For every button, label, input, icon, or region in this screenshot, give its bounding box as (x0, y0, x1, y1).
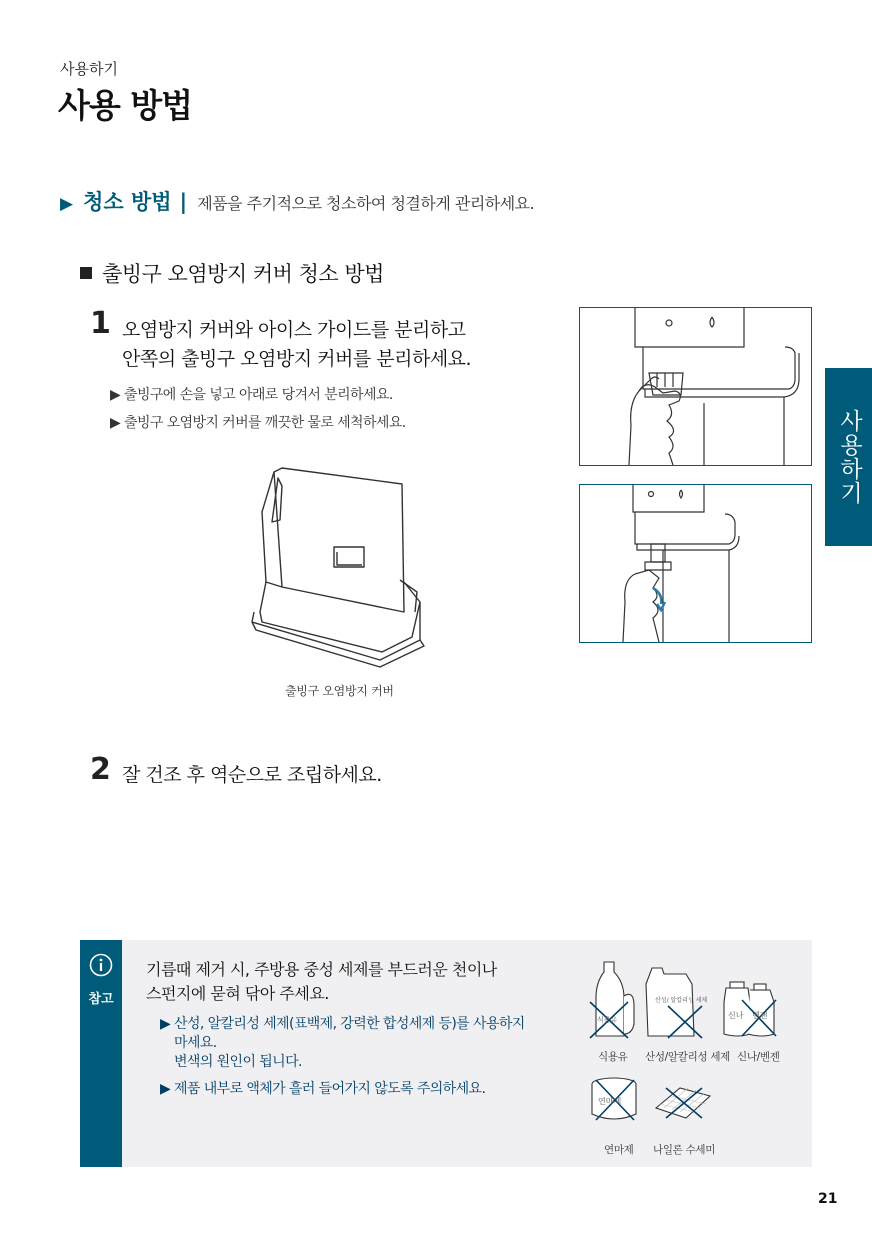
side-tab-usage[interactable]: 사용하기 (825, 368, 872, 546)
step-2-number: 2 (90, 752, 111, 787)
step-1-line-2: 안쪽의 출빙구 오염방지 커버를 분리하세요. (122, 348, 472, 370)
polish-label: 연마제 (598, 1097, 622, 1106)
section-heading (60, 186, 534, 216)
subsection-title: 출빙구 오염방지 커버 청소 방법 (102, 262, 384, 286)
subsection-heading (80, 258, 384, 288)
thinner-label: 신나 (728, 1011, 744, 1020)
section-description: 제품을 주기적으로 청소하여 청결하게 관리하세요. (197, 194, 535, 213)
figure-caption: 출빙구 오염방지 커버 (285, 684, 394, 698)
note-label: 참고 (88, 992, 114, 1007)
note-main-text (146, 958, 497, 1006)
section-title: 청소 방법 (83, 190, 172, 214)
note-bullet-1-line-1: ▶ 산성, 알칼리성 세제(표백제, 강력한 합성세제 등)를 사용하지 (160, 1016, 525, 1032)
step-2-text: 잘 건조 후 역순으로 조립하세요. (122, 764, 382, 786)
info-icon (89, 953, 113, 977)
caption-thinner-benzene: 신나/벤젠 (737, 1051, 780, 1063)
note-main-line-1: 기름때 제거 시, 주방용 중성 세제를 부드러운 천이나 (146, 960, 497, 979)
note-bullet-1-line-3: 변색의 원인이 됩니다. (174, 1054, 302, 1070)
step-1-bullet-2: ▶ 출빙구 오염방지 커버를 깨끗한 물로 세척하세요. (110, 415, 406, 431)
caption-polishing-agent: 연마제 (604, 1144, 634, 1156)
dispenser-removal-illustration-2 (579, 484, 812, 643)
step-1-bullet-1: ▶ 출빙구에 손을 넣고 아래로 당겨서 분리하세요. (110, 387, 393, 403)
caption-nylon-scrubber: 나일론 수세미 (653, 1144, 716, 1156)
note-bullet-1-line-2: 마세요. (174, 1035, 217, 1051)
anti-contamination-cover-illustration (252, 462, 432, 672)
note-bullet-1 (160, 1015, 525, 1072)
triangle-bullet-icon: ▶ (60, 194, 74, 214)
dispenser-removal-illustration-1 (579, 307, 812, 466)
step-1-text (122, 316, 471, 374)
caption-cooking-oil: 식용유 (598, 1051, 628, 1063)
detergent-label: 산성/ 알칼리성 세제 (655, 997, 708, 1004)
note-bullet-2: ▶ 제품 내부로 액체가 흘러 들어가지 않도록 주의하세요. (160, 1081, 486, 1097)
breadcrumb: 사용하기 (60, 60, 118, 78)
square-bullet-icon (80, 267, 92, 279)
section-divider: | (179, 190, 188, 214)
page-number: 21 (818, 1191, 838, 1207)
page-title: 사용 방법 (58, 86, 193, 125)
prohibited-items-illustration (584, 958, 794, 1138)
benzene-label: 벤젠 (752, 1011, 768, 1020)
note-main-line-2: 스펀지에 묻혀 닦아 주세요. (146, 984, 329, 1003)
step-1-line-1: 오염방지 커버와 아이스 가이드를 분리하고 (122, 319, 466, 341)
step-1-number: 1 (90, 306, 111, 341)
caption-detergent: 산성/알칼리성 세제 (645, 1051, 731, 1063)
oil-label: 식용유 (597, 1016, 618, 1024)
